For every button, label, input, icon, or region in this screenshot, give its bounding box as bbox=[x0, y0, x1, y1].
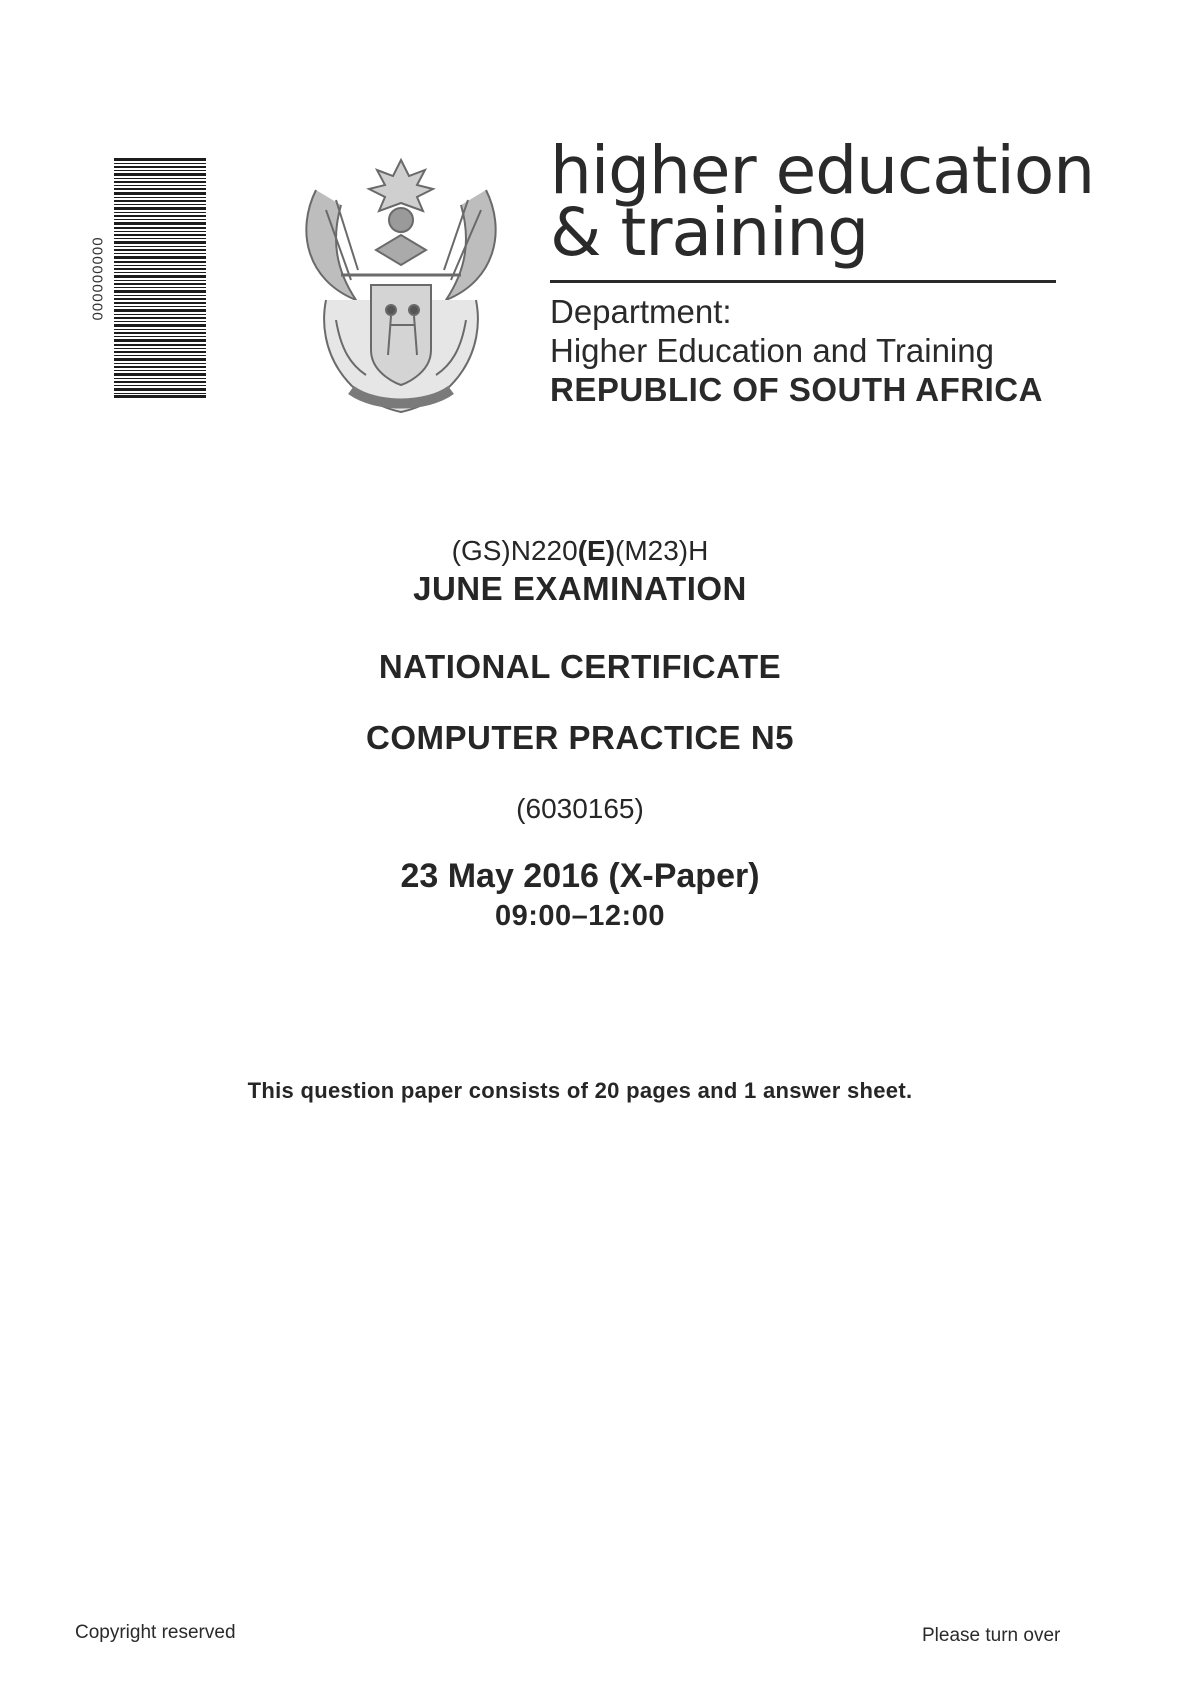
barcode bbox=[78, 158, 208, 398]
dept-line2: Higher Education and Training bbox=[550, 332, 994, 369]
department-block bbox=[550, 292, 1043, 409]
subject-title: COMPUTER PRACTICE N5 bbox=[365, 719, 795, 756]
paper-code bbox=[0, 535, 1160, 567]
logo-title-line2: & training bbox=[550, 194, 869, 271]
exam-session: JUNE EXAMINATION bbox=[413, 570, 747, 607]
paper-code-bold: (E) bbox=[577, 535, 616, 566]
barcode-number: 000000000 bbox=[89, 236, 107, 321]
paper-code-prefix: (GS)N220 bbox=[451, 535, 578, 566]
coat-of-arms-icon bbox=[296, 150, 506, 430]
logo-wordmark bbox=[550, 132, 1095, 271]
logo-title-line1: higher education bbox=[550, 132, 1095, 209]
paper-code-suffix: (M23)H bbox=[615, 535, 709, 566]
exam-date: 23 May 2016 (X-Paper) bbox=[400, 857, 760, 895]
logo-divider bbox=[550, 280, 1056, 283]
dept-line3: REPUBLIC OF SOUTH AFRICA bbox=[550, 371, 1043, 408]
certificate-title: NATIONAL CERTIFICATE bbox=[378, 648, 782, 685]
exam-time: 09:00–12:00 bbox=[495, 900, 665, 932]
pages-note: This question paper consists of 20 pages and 1 answer sheet. bbox=[247, 1078, 913, 1103]
footer-turn-over: Please turn over bbox=[922, 1625, 1061, 1646]
dept-line1: Department: bbox=[550, 293, 732, 330]
footer-copyright: Copyright reserved bbox=[75, 1622, 236, 1643]
barcode-bars bbox=[114, 158, 206, 398]
subject-code: (6030165) bbox=[516, 793, 644, 824]
